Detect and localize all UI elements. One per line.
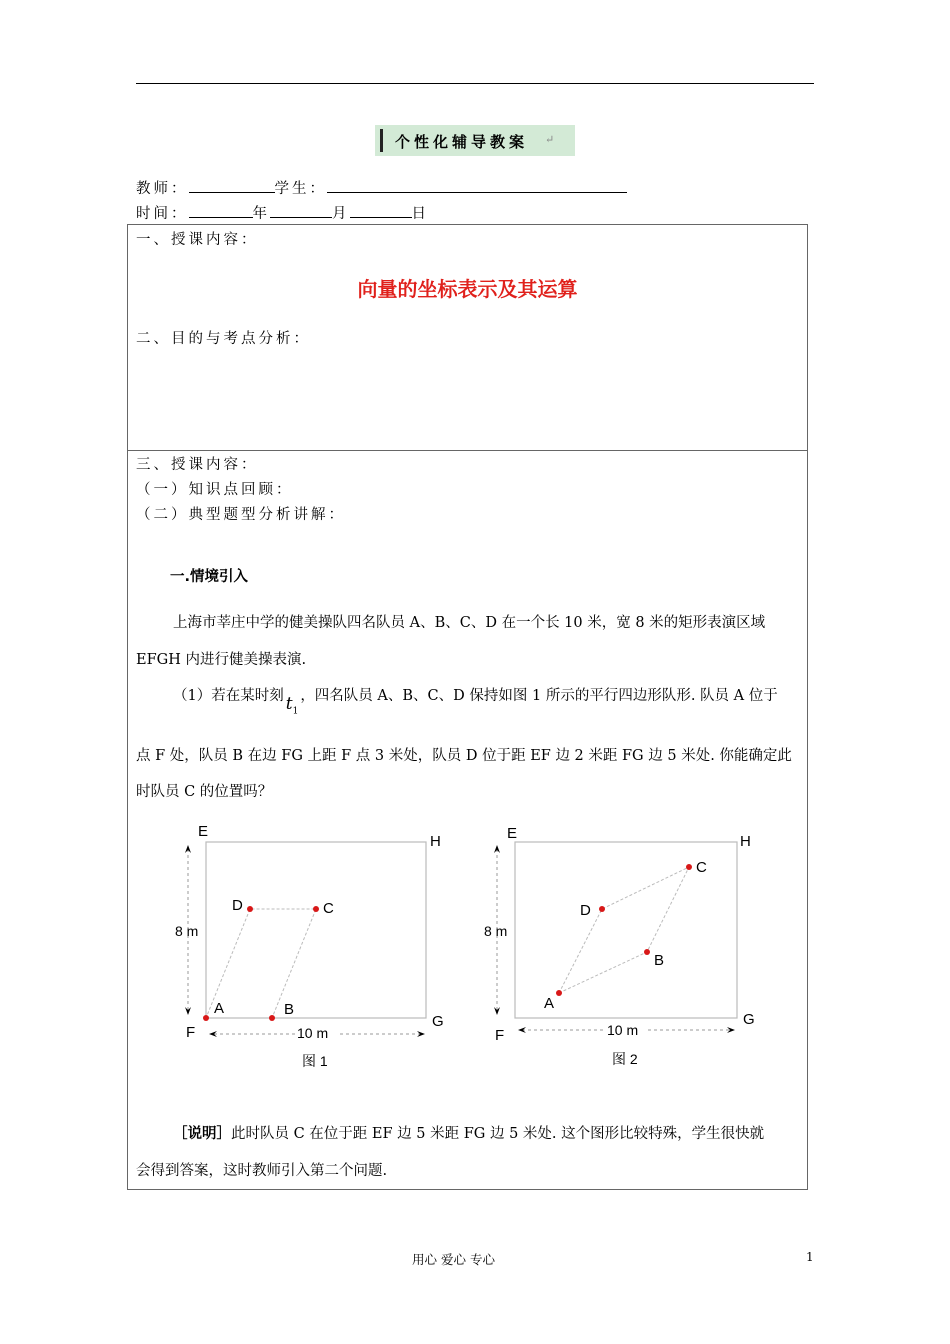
label-E: E <box>507 825 518 842</box>
part-title: 一.情境引入 <box>170 569 249 585</box>
point-B <box>269 1015 275 1021</box>
year-label: 年 <box>252 206 270 222</box>
note-line1 <box>173 1122 764 1143</box>
para2-text-a: （1）若在某时刻 <box>173 688 284 704</box>
label-H: H <box>430 833 441 850</box>
label-C: C <box>696 859 707 876</box>
para2-line2: 点 F 处，队员 B 在边 FG 上距 F 点 3 米处，队员 D 位于距 EF 边 2 米距 FG 边 5 米处. 你能确定此 <box>136 748 792 764</box>
para1-line1: 上海市莘庄中学的健美操队四名队员 A、B、C、D 在一个长 10 米，宽 8 米的矩形表演区域 <box>173 615 766 631</box>
point-D <box>599 906 605 912</box>
section3-heading: 三、授课内容： <box>136 457 259 473</box>
label-B: B <box>654 952 665 969</box>
point-D <box>247 906 253 912</box>
label-D: D <box>580 902 591 919</box>
width-label: 10 m <box>607 1022 639 1038</box>
width-label: 10 m <box>297 1025 329 1041</box>
label-H: H <box>740 833 751 850</box>
para2-line3: 时队员 C 的位置吗？ <box>136 784 273 800</box>
point-A <box>203 1015 209 1021</box>
page-number: 1 <box>806 1250 814 1264</box>
rect-efgh <box>206 842 426 1018</box>
header-title: 个性化辅导教案 <box>395 133 529 151</box>
para2-text-b: ，四名队员 A、B、C、D 保持如图 1 所示的平行四边形队形. 队员 A 位于 <box>300 688 778 704</box>
figure-1 <box>175 823 444 1069</box>
label-G: G <box>743 1011 755 1028</box>
label-E: E <box>198 823 209 840</box>
return-mark: ↵ <box>545 133 555 146</box>
time-label: 时间： <box>136 206 189 222</box>
note-label: ［说明］ <box>173 1126 231 1142</box>
height-label: 8 m <box>175 923 199 939</box>
figure-2 <box>484 825 755 1067</box>
month-label: 月 <box>332 206 350 222</box>
note-text: 此时队员 C 在位于距 EF 边 5 米距 FG 边 5 米处. 这个图形比较特殊，学生很快就 <box>231 1126 765 1142</box>
subheading-analysis: （二）典型题型分析讲解： <box>136 507 346 523</box>
label-A: A <box>544 995 555 1012</box>
student-label: 学生： <box>274 181 327 197</box>
lesson-title: 向量的坐标表示及其运算 <box>357 277 578 301</box>
label-F: F <box>495 1027 505 1044</box>
caption: 图 2 <box>612 1051 638 1067</box>
section1-heading: 一、授课内容： <box>136 232 259 248</box>
time-variable: $t_1$ <box>285 694 299 717</box>
parallelogram <box>559 867 689 993</box>
label-D: D <box>232 897 243 914</box>
subheading-review: （一）知识点回顾： <box>136 482 294 498</box>
day-label: 日 <box>411 206 429 222</box>
note-line2: 会得到答案，这时教师引入第二个问题. <box>136 1163 388 1179</box>
label-C: C <box>323 900 334 917</box>
footer-text: 用心 爱心 专心 <box>412 1252 495 1267</box>
label-F: F <box>186 1024 196 1041</box>
para1-line2: EFGH 内进行健美操表演. <box>136 652 307 668</box>
section2-heading: 二、目的与考点分析： <box>136 331 311 347</box>
point-C <box>686 864 692 870</box>
label-B: B <box>284 1001 295 1018</box>
label-G: G <box>432 1013 444 1030</box>
point-A <box>556 990 562 996</box>
label-A: A <box>214 1000 225 1017</box>
point-B <box>644 949 650 955</box>
teacher-label: 教师： <box>136 181 189 197</box>
point-C <box>313 906 319 912</box>
caption: 图 1 <box>302 1053 328 1069</box>
height-label: 8 m <box>484 923 508 939</box>
